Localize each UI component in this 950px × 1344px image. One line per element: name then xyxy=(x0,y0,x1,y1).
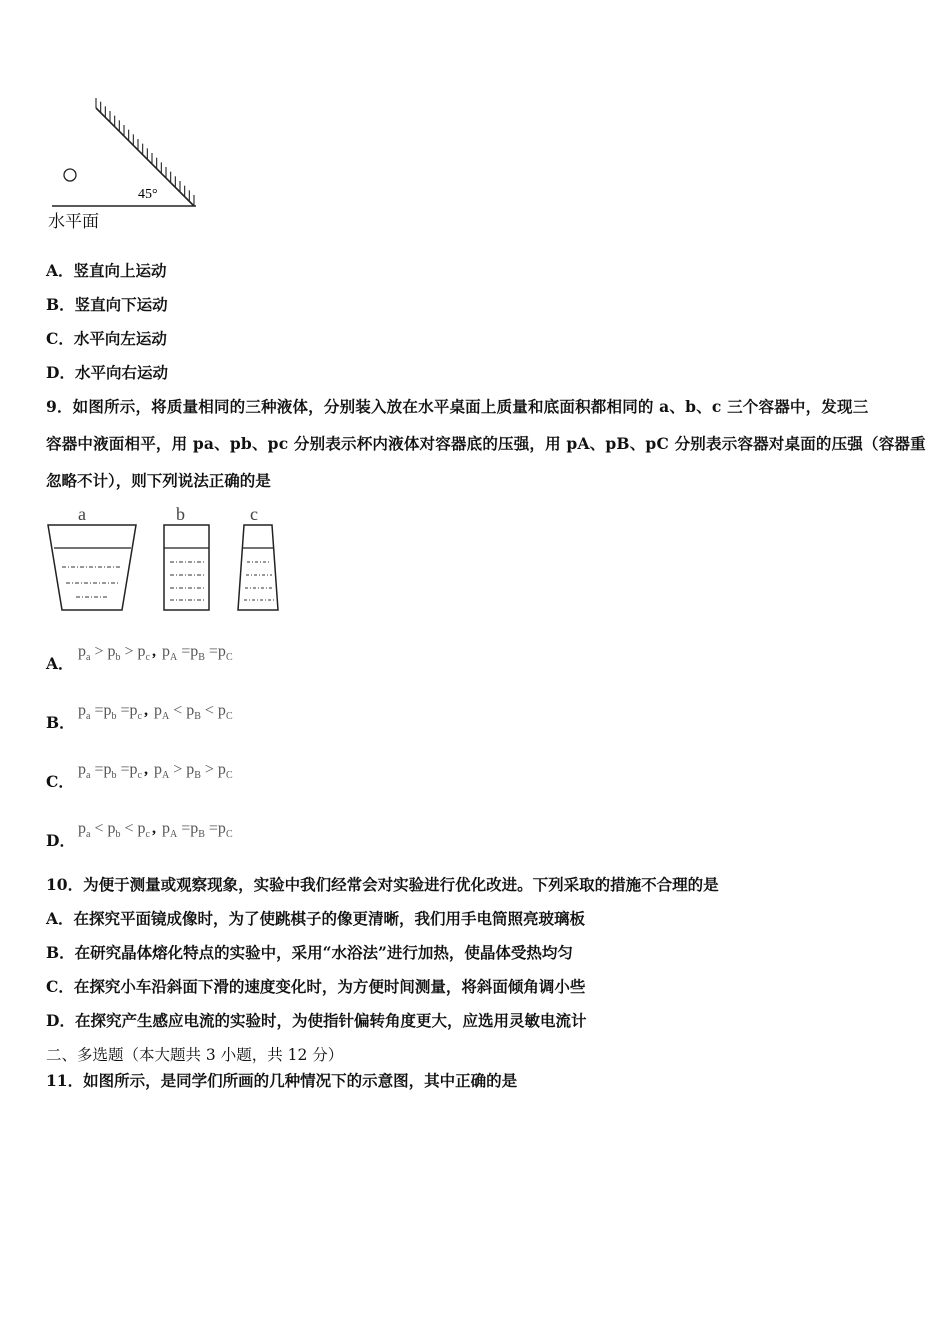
q9-option-c-letter: C． xyxy=(46,772,74,791)
q9-option-d-letter: D． xyxy=(46,831,75,850)
container-a-label: a xyxy=(78,504,86,524)
q11-stem: 11．如图所示，是同学们所画的几种情况下的示意图，其中正确的是 xyxy=(46,1071,518,1090)
q9-stem-line2: 容器中液面相平，用 pa、pb、pc 分别表示杯内液体对容器底的压强，用 pA、pB、pC 分别表示容器对桌面的压强（容器重 xyxy=(46,434,926,453)
q9-stem-line3: 忽略不计），则下列说法正确的是 xyxy=(46,471,271,490)
q8-option-b: B．竖直向下运动 xyxy=(46,295,168,314)
q9-option-c-formula: $p_a =p_b =p_c$ , $p_A > p_B > p_C$ xyxy=(78,761,233,782)
q9-option-a-formula: $p_a > p_b > p_c$ , $p_A =p_B =p_C$ xyxy=(78,643,233,664)
q9-option-d-formula: $p_a < p_b < p_c$ , $p_A =p_B =p_C$ xyxy=(78,820,233,841)
q10-option-c: C．在探究小车沿斜面下滑的速度变化时，为方便时间测量，将斜面倾角调小些 xyxy=(46,977,586,996)
q10-stem: 10．为便于测量或观察现象，实验中我们经常会对实验进行优化改进。下列采取的措施不合理的是 xyxy=(46,875,719,894)
q9-option-b-formula: $p_a =p_b =p_c$ , $p_A < p_B < p_C$ xyxy=(78,702,233,723)
q8-option-c: C．水平向左运动 xyxy=(46,329,167,348)
q9-option-a-letter: A． xyxy=(46,654,74,673)
angle-label: 45° xyxy=(138,187,158,202)
q8-option-d: D．水平向右运动 xyxy=(46,363,168,382)
containers-figure xyxy=(44,500,289,618)
q10-option-a: A．在探究平面镜成像时，为了使跳棋子的像更清晰，我们用手电筒照亮玻璃板 xyxy=(46,909,586,928)
ground-label: 水平面 xyxy=(48,212,99,232)
ball xyxy=(64,169,76,181)
q10-option-d: D．在探究产生感应电流的实验时，为使指针偏转角度更大，应选用灵敏电流计 xyxy=(46,1011,587,1030)
container-b xyxy=(164,525,209,610)
container-c xyxy=(238,525,278,610)
q10-option-b: B．在研究晶体熔化特点的实验中，采用“水浴法”进行加热，使晶体受热均匀 xyxy=(46,943,573,962)
container-b-label: b xyxy=(176,504,185,524)
container-c-label: c xyxy=(250,504,258,524)
q9-option-b-letter: B． xyxy=(46,713,75,732)
q8-option-a: A．竖直向上运动 xyxy=(46,261,167,280)
q9-stem-line1: 9．如图所示，将质量相同的三种液体，分别装入放在水平桌面上质量和底面积都相同的 a、b、c 三个容器中，发现三 xyxy=(46,397,869,416)
section-heading: 二、多选题（本大题共 3 小题，共 12 分） xyxy=(46,1046,344,1064)
